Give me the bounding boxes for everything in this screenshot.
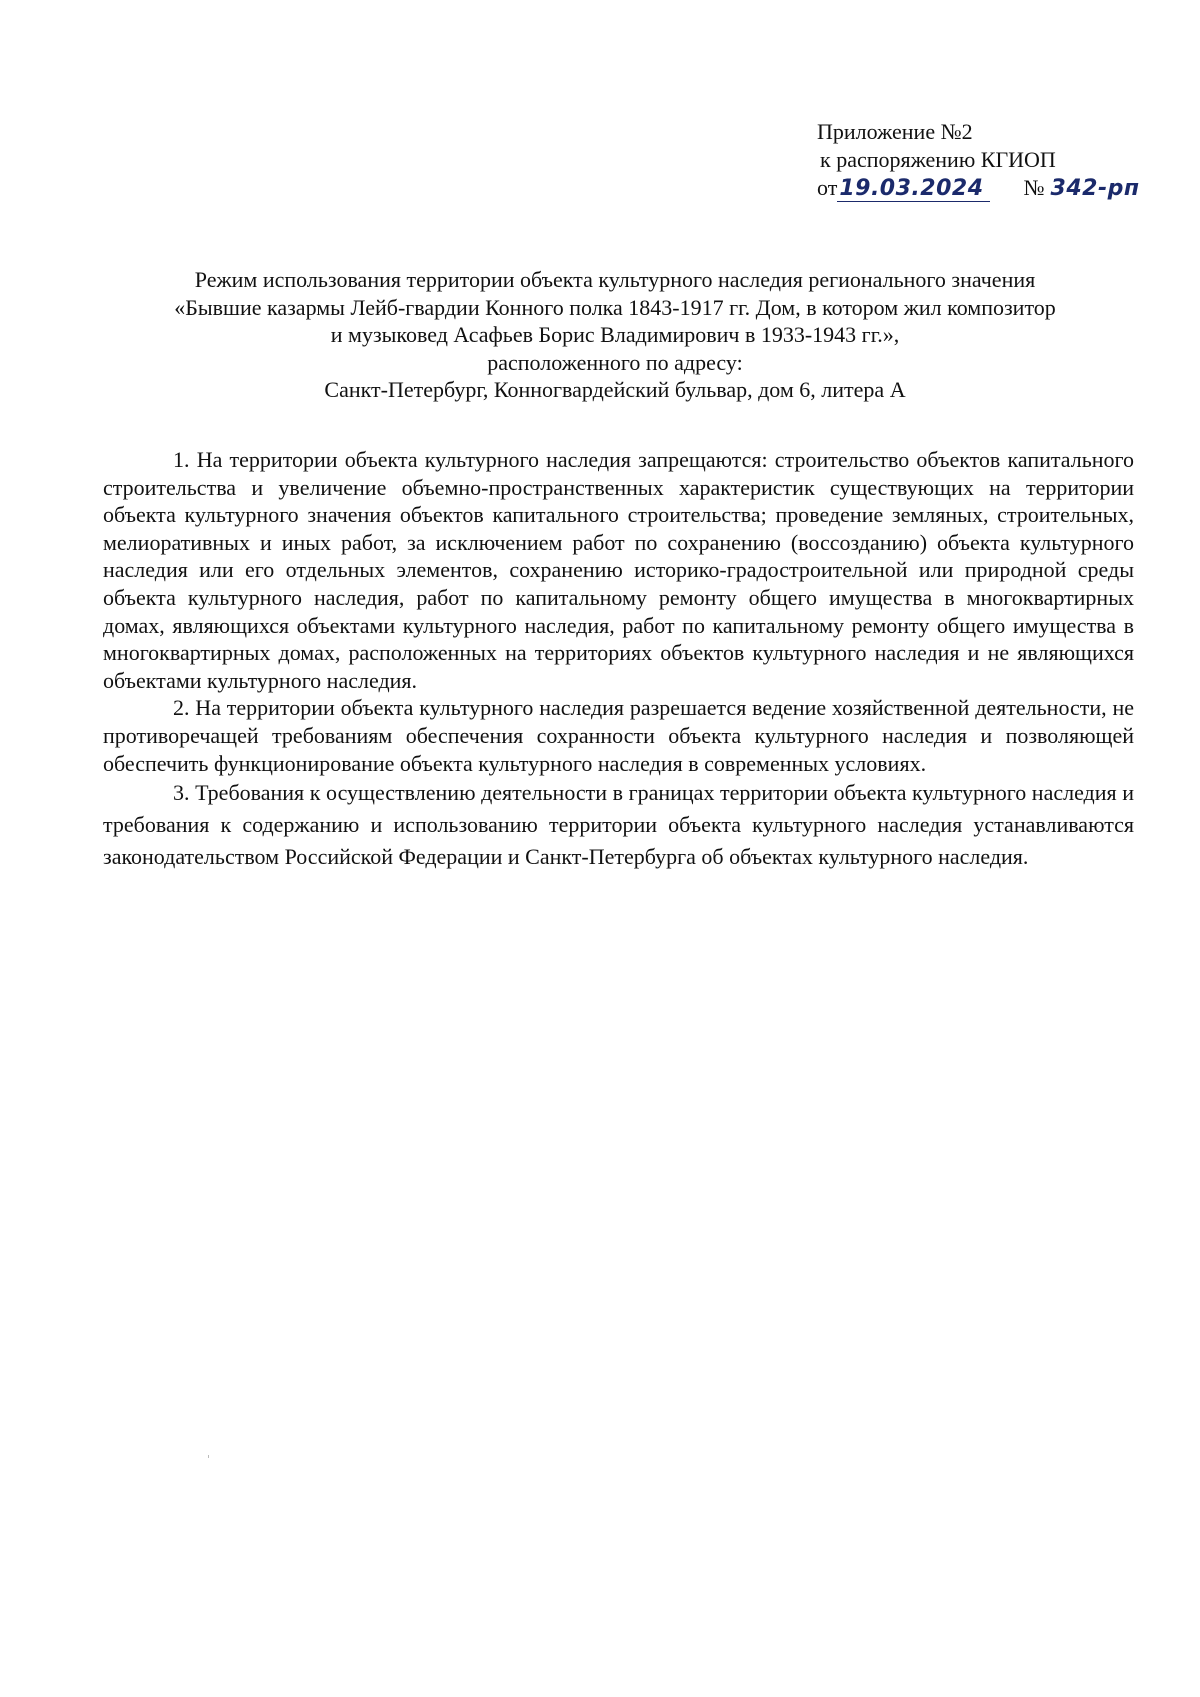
scan-speck (208, 1455, 209, 1458)
title-line-5: Санкт-Петербург, Конногвардейский бульвар, дом 6, литера А (324, 377, 906, 402)
handwritten-number (1045, 174, 1140, 203)
paragraph-2: 2. На территории объекта культурного наследия разрешается ведение хозяйственной деятельности, не противоречащей требованиям обеспечения сохранности объекта культурного наследия и позволяющей обеспечить функционирование объекта культурного наследия в современных условиях. (103, 695, 1134, 776)
title-line-1: Режим использования территории объекта культурного наследия регионального значения (194, 267, 1036, 292)
appendix-order-reference: к распоряжению КГИОП (820, 147, 1056, 172)
title-line-3: и музыковед Асафьев Борис Владимирович в 1933-1943 гг.», (330, 322, 900, 347)
appendix-header (817, 118, 1157, 203)
paragraph-3: 3. Требования к осуществлению деятельности в границах территории объекта культурного наследия и требования к содержанию и использованию территории объекта культурного наследия устанавливаются законодательством Российской Федерации и Санкт-Петербурга об объектах культурного наследия. (103, 780, 1134, 870)
handwritten-date (837, 176, 989, 202)
handwritten-number-text: 342-рп (1050, 176, 1140, 201)
appendix-date-number-line (817, 174, 1157, 203)
paragraph-1: 1. На территории объекта культурного наследия запрещаются: строительство объектов капитального строительства и увеличение объемно-пространственных характеристик существующих на территории объекта культурного значения объектов капитального строительства; проведение земляных, строительных, мелиоративных и иных работ, за исключением работ по сохранению (воссозданию) объекта культурного наследия или его отдельных элементов, сохранению историко-градостроительной или природной среды объекта культурного наследия, работ по капитальному ремонту общего имущества в многоквартирных домах, являющихся объектами культурного наследия, работ по капитальному ремонту общего имущества в многоквартирных домах, расположенных на территориях объектов культурного наследия и не являющихся объектами культурного наследия. (103, 447, 1134, 693)
date-prefix: от (817, 175, 838, 200)
document-body (103, 446, 1134, 873)
title-line-2: «Бывшие казармы Лейб-гвардии Конного полка 1843-1917 гг. Дом, в котором жил композитор (174, 294, 1056, 320)
appendix-title: Приложение №2 (817, 119, 973, 144)
document-title (100, 266, 1130, 404)
title-line-4: расположенного по адресу: (487, 349, 743, 375)
handwritten-date-text: 19.03.2024 (839, 176, 984, 201)
number-prefix: № (1023, 175, 1045, 200)
